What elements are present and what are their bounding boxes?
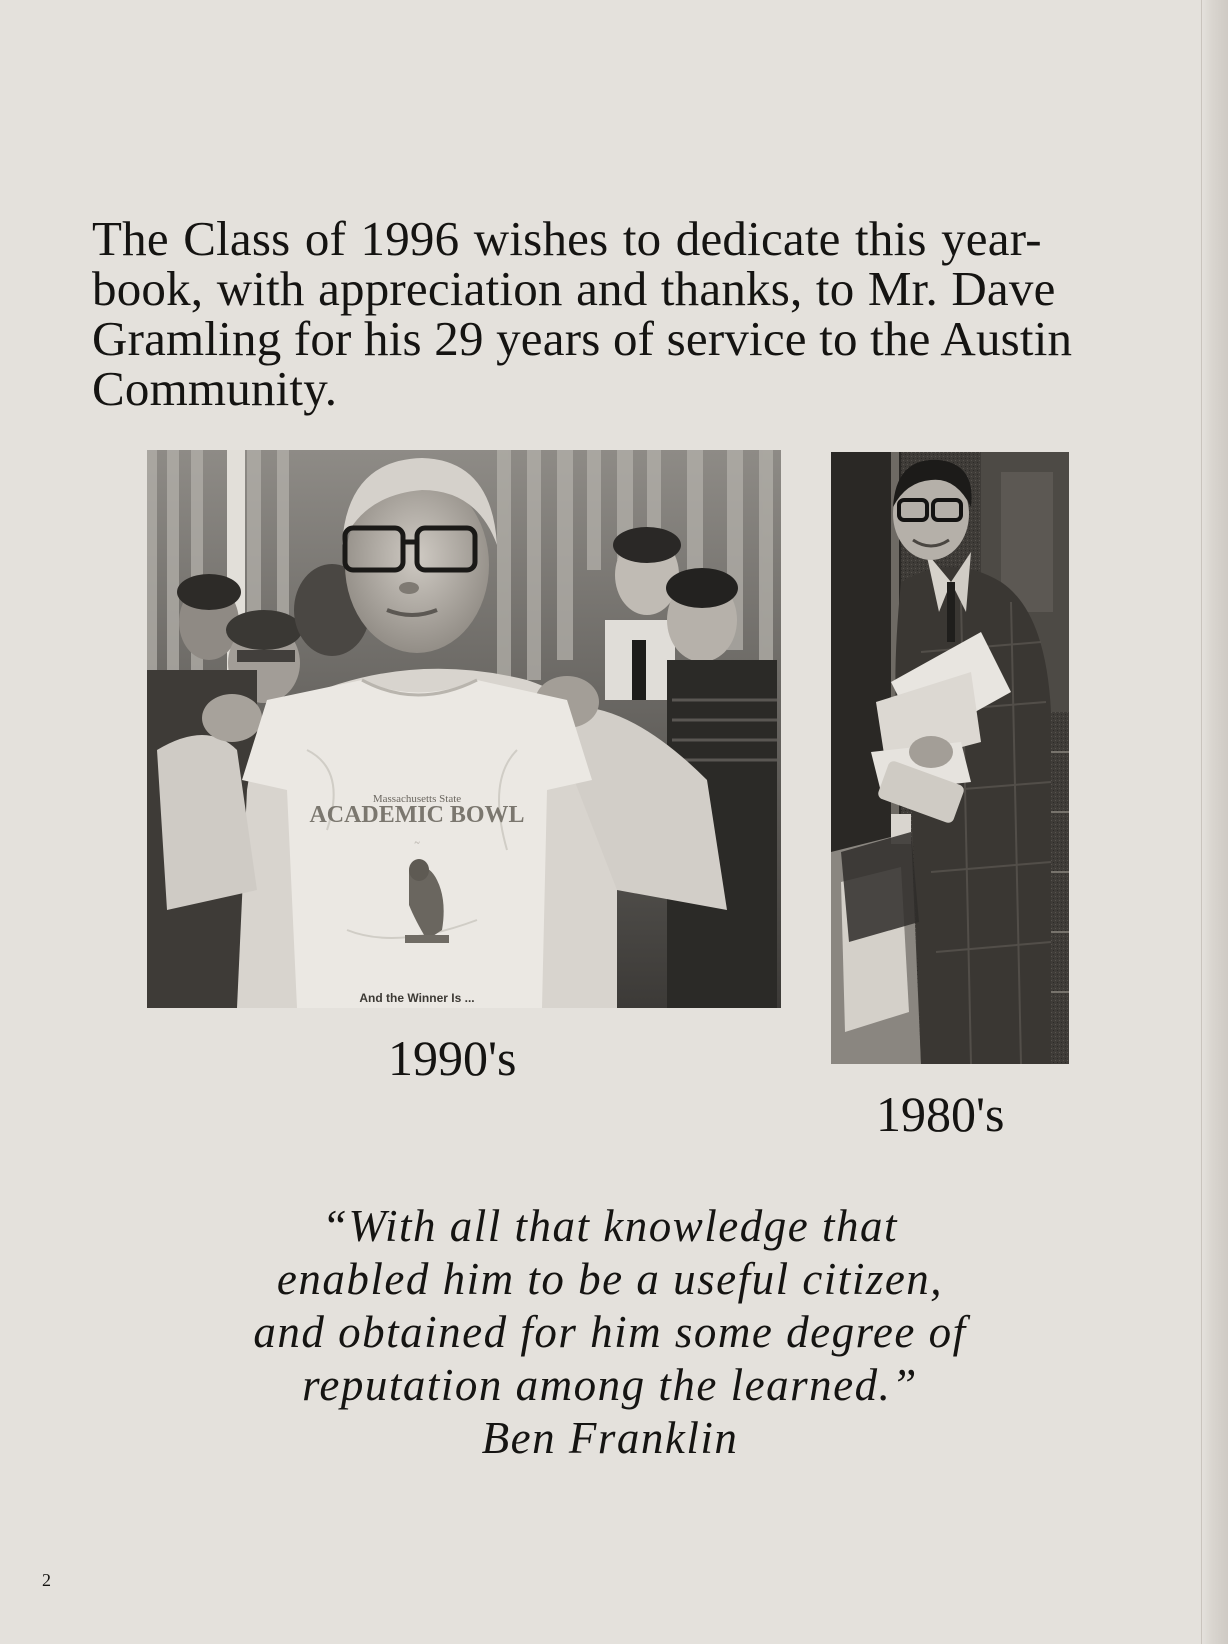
quote-line: enabled him to be a useful citizen, — [276, 1254, 944, 1304]
photo-1990s-caption: 1990's — [388, 1030, 517, 1086]
dedication-text — [92, 211, 1182, 416]
shirt-print-main: ACADEMIC BOWL — [309, 802, 525, 828]
dedication-line: book, with appreciation and thanks, to Mr. Dave — [92, 261, 1056, 316]
svg-text:~: ~ — [414, 838, 420, 849]
dedication-line: The Class of 1996 wishes to dedicate this year- — [92, 211, 1042, 266]
shirt-print-bottom: And the Winner Is ... — [359, 991, 475, 1005]
quote-line: “With all that knowledge that — [322, 1201, 898, 1251]
photo-1990s — [147, 450, 781, 1008]
quote-attribution: Ben Franklin — [481, 1413, 739, 1463]
shirt-print-top: Massachusetts State — [372, 793, 462, 805]
franklin-quote — [220, 1200, 1000, 1465]
page-number: 2 — [42, 1570, 51, 1590]
dedication-line: Community. — [92, 361, 338, 416]
photo-1980s-caption: 1980's — [876, 1086, 1005, 1142]
photo-1990s-image — [147, 450, 781, 1008]
photo-1980s — [831, 452, 1069, 1064]
photo-1980s-image — [831, 452, 1069, 1064]
dedication-line: Gramling for his 29 years of service to the Austin — [92, 311, 1073, 366]
page-edge — [1201, 0, 1228, 1644]
quote-line: reputation among the learned.” — [302, 1360, 918, 1410]
quote-line: and obtained for him some degree of — [253, 1307, 967, 1357]
